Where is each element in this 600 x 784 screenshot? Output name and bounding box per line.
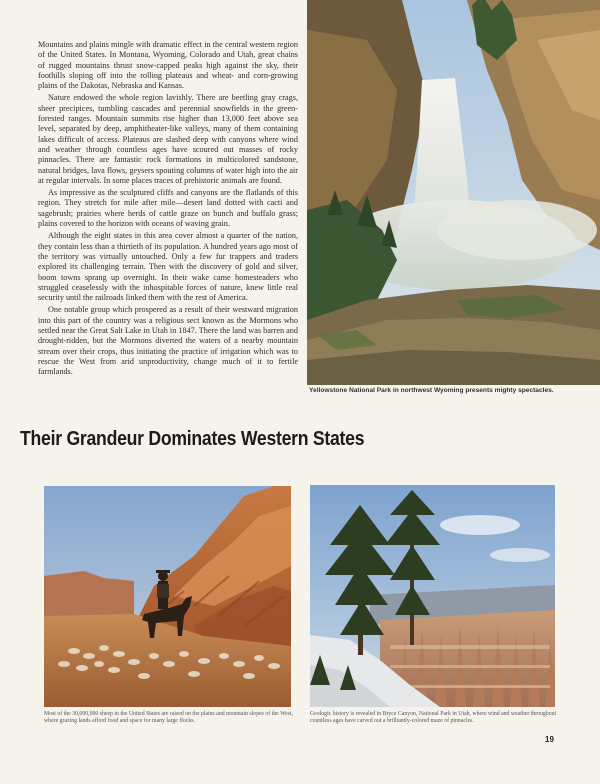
article-paragraph-2: Nature endowed the whole region lavishly. There are beetling gray crags, sheer precipices, tumbling cascades and perennial snowfields in the green-forested ranges. Mountain summits rise higher than 13,000 feet above sea level, separated by deep, amphitheater-like valleys, many of them containing lakes difficult of access. Plateaus are slashed deep with canyons where wind and weather through countless ages have scoured out masses of rocky pinnacles. There are fantastic rock formations in multicolored sandstone, natural bridges, lava flows, geysers spouting columns of water high into the air at regular intervals. In some places traces of prehistoric animals are found. (38, 93, 298, 185)
page-number: 19 (545, 735, 554, 744)
article-paragraph-4: Although the eight states in this area cover almost a quarter of the nation, they contain less than a thirtieth of its population. A hundred years ago most of the territory was virtually untouched. Only a few fur trappers and traders explored its challenging terrain. Then with the discovery of gold and silver, boom towns sprang up overnight. In their wake came homesteaders who struggled ceaselessly with the inhospitable forces of nature, knew little real security until the railroads linked them with the rest of America. (38, 231, 298, 303)
bryce-canyon-photo (310, 485, 555, 707)
yellowstone-waterfall-photo (307, 0, 600, 385)
article-paragraph-5: One notable group which prospered as a result of their westward migration into this part of the country was a religious sect known as the Mormons who settled near the Great Salt Lake in Utah in 1847. There the land was barren and drought-ridden, but the Mormons diverted the waters of a nearby mountain stream over their crops, thus initiating the practice of irrigation which was to rescue the West from arid unproductivity, change much of it to fertile farmlands. (38, 305, 298, 377)
article-paragraph-3: As impressive as the sculptured cliffs and canyons are the flatlands of this region. They stretch for mile after mile—desert land dotted with cacti and sagebrush; prairies where herds of cattle graze on bunch and buffalo grass; plains covered to the horizon with oceans of waving grain. (38, 188, 298, 229)
yellowstone-caption: Yellowstone National Park in northwest Wyoming presents mighty spectacles. (309, 387, 554, 394)
sheep-rider-caption: Most of the 30,000,000 sheep in the United States are raised on the plains and mountain slopes of the West, where grazing lands afford food and space for many large flocks. (44, 711, 293, 725)
bryce-canyon-caption: Geologic history is revealed in Bryce Canyon, National Park in Utah, where wind and weather throughout countless ages have carved out a brilliantly-colored maze of pinnacles. (310, 711, 557, 725)
article-paragraph-1: Mountains and plains mingle with dramatic effect in the central western region of the United States. In Montana, Wyoming, Colorado and Utah, great chains of rugged mountains thrust snow-capped peaks high against the sky, their foothills sloping off into the rolling plateaus and wheat- and corn-growing plains of the Dakotas, Nebraska and Kansas. (38, 40, 298, 91)
sheep-rider-photo (44, 486, 291, 707)
page-headline: Their Grandeur Dominates Western States (20, 427, 365, 450)
article-body (38, 40, 298, 380)
